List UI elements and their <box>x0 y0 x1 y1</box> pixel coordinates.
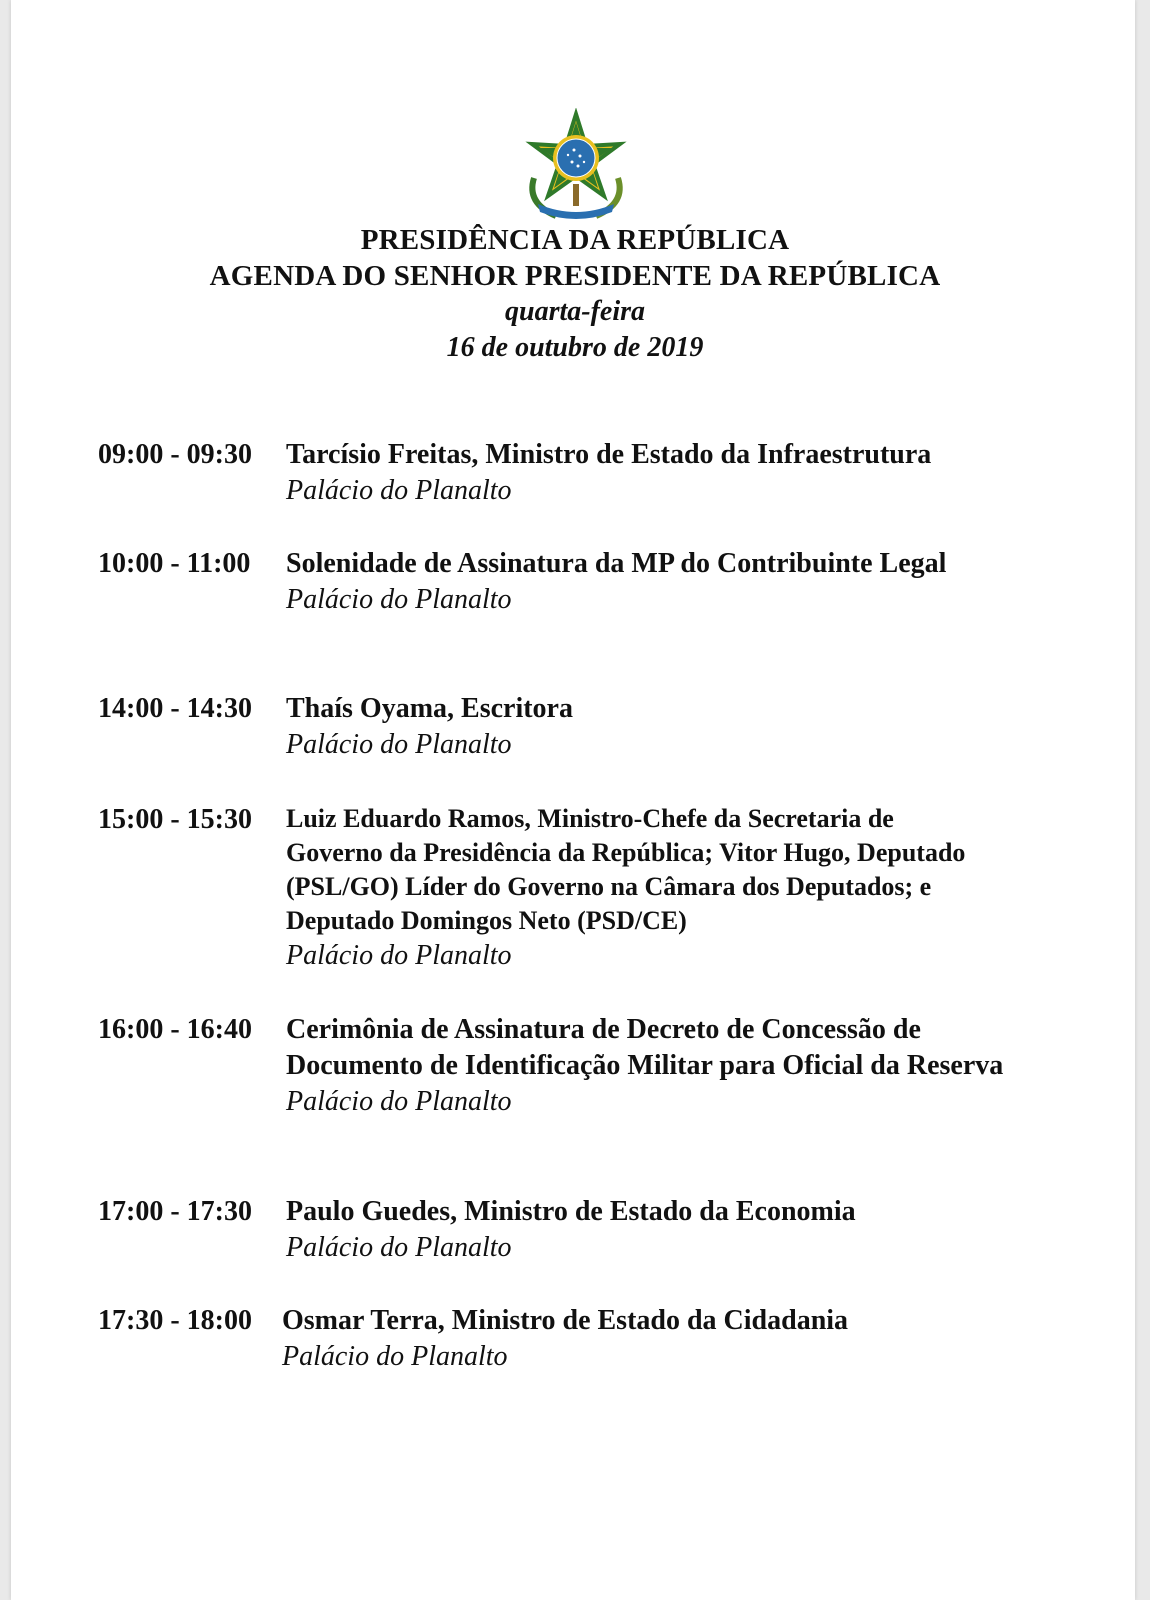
entry-time: 17:30 - 18:00 <box>98 1305 252 1336</box>
entry-time: 10:00 - 11:00 <box>98 548 251 579</box>
agenda-entry <box>98 1012 1038 1120</box>
agenda-entry <box>98 691 1038 763</box>
entry-time: 16:00 - 16:40 <box>98 1014 252 1045</box>
entry-location: Palácio do Planalto <box>286 729 512 760</box>
agenda-entry <box>98 546 1038 618</box>
entry-time: 14:00 - 14:30 <box>98 693 252 724</box>
entry-location: Palácio do Planalto <box>286 940 512 971</box>
entry-description: Tarcísio Freitas, Ministro de Estado da Infraestrutura <box>286 439 932 470</box>
entry-description: Thaís Oyama, Escritora <box>286 693 573 724</box>
header-weekday: quarta-feira <box>505 296 645 327</box>
entry-location: Palácio do Planalto <box>282 1341 508 1372</box>
header-title: PRESIDÊNCIA DA REPÚBLICA <box>360 224 790 256</box>
document-page <box>11 0 1135 1600</box>
coat-of-arms-icon <box>516 108 636 226</box>
agenda-entry <box>98 437 1038 509</box>
header-date: 16 de outubro de 2019 <box>446 332 704 363</box>
entry-description: Paulo Guedes, Ministro de Estado da Economia <box>286 1196 856 1227</box>
entry-location: Palácio do Planalto <box>286 1086 512 1117</box>
entry-time: 09:00 - 09:30 <box>98 439 252 470</box>
entry-location: Palácio do Planalto <box>286 584 512 615</box>
entry-description: Luiz Eduardo Ramos, Ministro-Chefe da Secretaria de Governo da Presidência da República; Vitor Hugo, Deputado (PSL/GO) Líder do Governo na Câmara dos Deputados; e Deputado Domingos Neto (PSD/CE) <box>286 804 966 935</box>
entry-description: Osmar Terra, Ministro de Estado da Cidadania <box>282 1305 849 1336</box>
entry-time: 15:00 - 15:30 <box>98 804 252 835</box>
agenda-entry <box>98 1194 1038 1266</box>
entry-description: Solenidade de Assinatura da MP do Contribuinte Legal <box>286 548 947 579</box>
entry-location: Palácio do Planalto <box>286 475 512 506</box>
agenda-entry <box>98 1303 1038 1375</box>
entry-location: Palácio do Planalto <box>286 1232 512 1263</box>
document-header <box>0 222 1150 366</box>
entry-description: Cerimônia de Assinatura de Decreto de Concessão de Documento de Identificação Militar para Oficial da Reserva <box>286 1014 1004 1081</box>
entry-time: 17:00 - 17:30 <box>98 1196 252 1227</box>
header-subtitle: AGENDA DO SENHOR PRESIDENTE DA REPÚBLICA <box>209 260 941 292</box>
agenda-entry <box>98 802 1038 974</box>
